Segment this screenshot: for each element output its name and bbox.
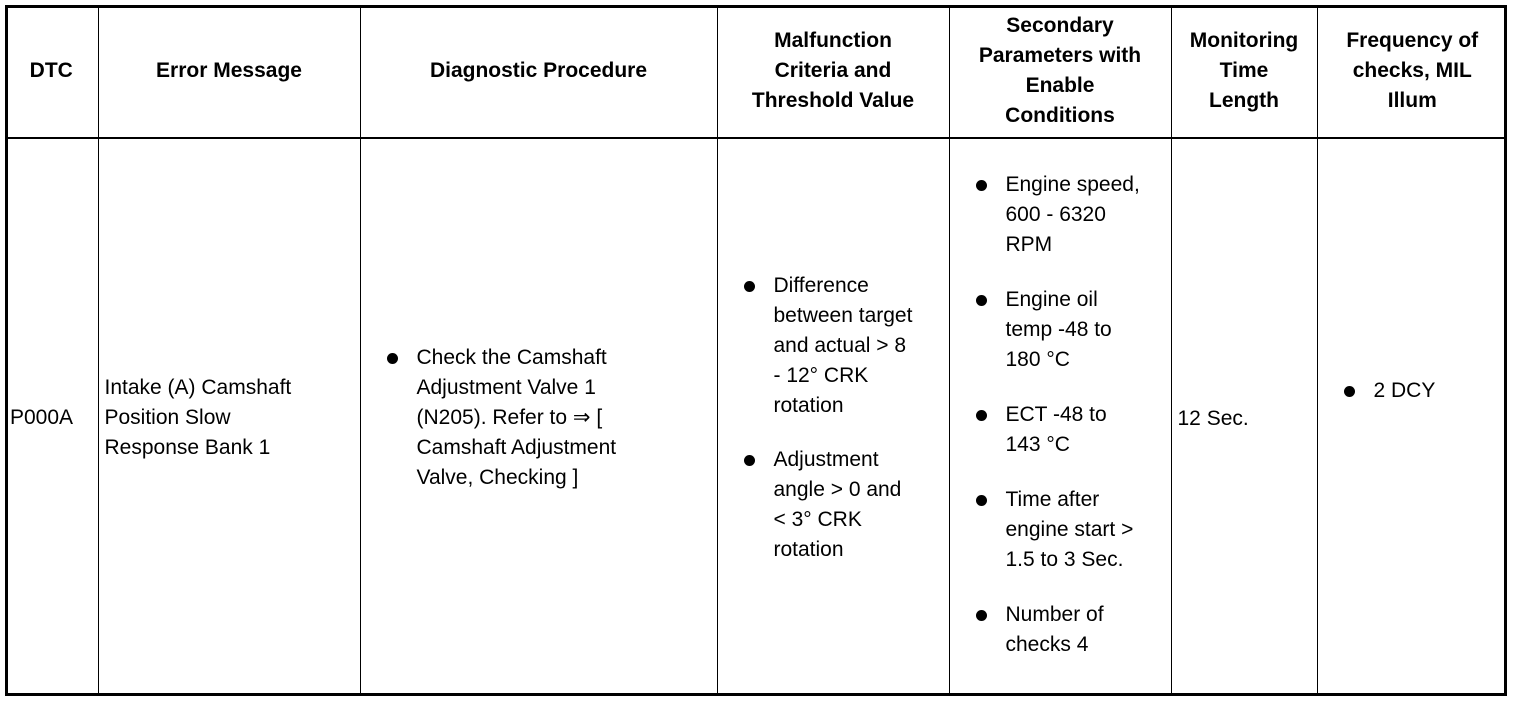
parameter-item-text: Time after engine start > 1.5 to 3 Sec. xyxy=(1005,487,1134,571)
header-dtc: DTC xyxy=(5,5,98,138)
table-outer-border xyxy=(5,5,1507,696)
frequency-item-text: 2 DCY xyxy=(1373,378,1436,402)
header-secondary-parameters: Secondary Parameters with Enable Conditions xyxy=(949,5,1171,138)
header-frequency: Frequency of checks, MIL Illum xyxy=(1317,5,1507,138)
parameter-item-text: ECT -48 to 143 °C xyxy=(1005,402,1107,456)
parameter-item-text: Engine oil temp -48 to 180 °C xyxy=(1005,287,1112,371)
cell-error-message: Intake (A) Camshaft Position Slow Response Bank 1 xyxy=(98,138,360,696)
cell-dtc-code: P000A xyxy=(5,138,98,696)
parameter-item-text: Number of checks 4 xyxy=(1005,602,1104,656)
monitoring-time-value: 12 Sec. xyxy=(1177,406,1249,430)
header-malfunction-criteria: Malfunction Criteria and Threshold Value xyxy=(717,5,949,138)
procedure-item-text: Check the Camshaft Adjustment Valve 1 (N205). Refer to ⇒ [ Camshaft Adjustment Valve, Checking ] xyxy=(416,345,617,489)
header-error-message: Error Message xyxy=(98,5,360,138)
header-diagnostic-procedure: Diagnostic Procedure xyxy=(360,5,717,138)
criteria-item-text: Adjustment angle > 0 and < 3° CRK rotation xyxy=(773,447,902,561)
header-monitoring-time: Monitoring Time Length xyxy=(1171,5,1317,138)
parameter-item-text: Engine speed, 600 - 6320 RPM xyxy=(1005,172,1140,256)
criteria-item-text: Difference between target and actual > 8 - 12° CRK rotation xyxy=(773,273,913,417)
